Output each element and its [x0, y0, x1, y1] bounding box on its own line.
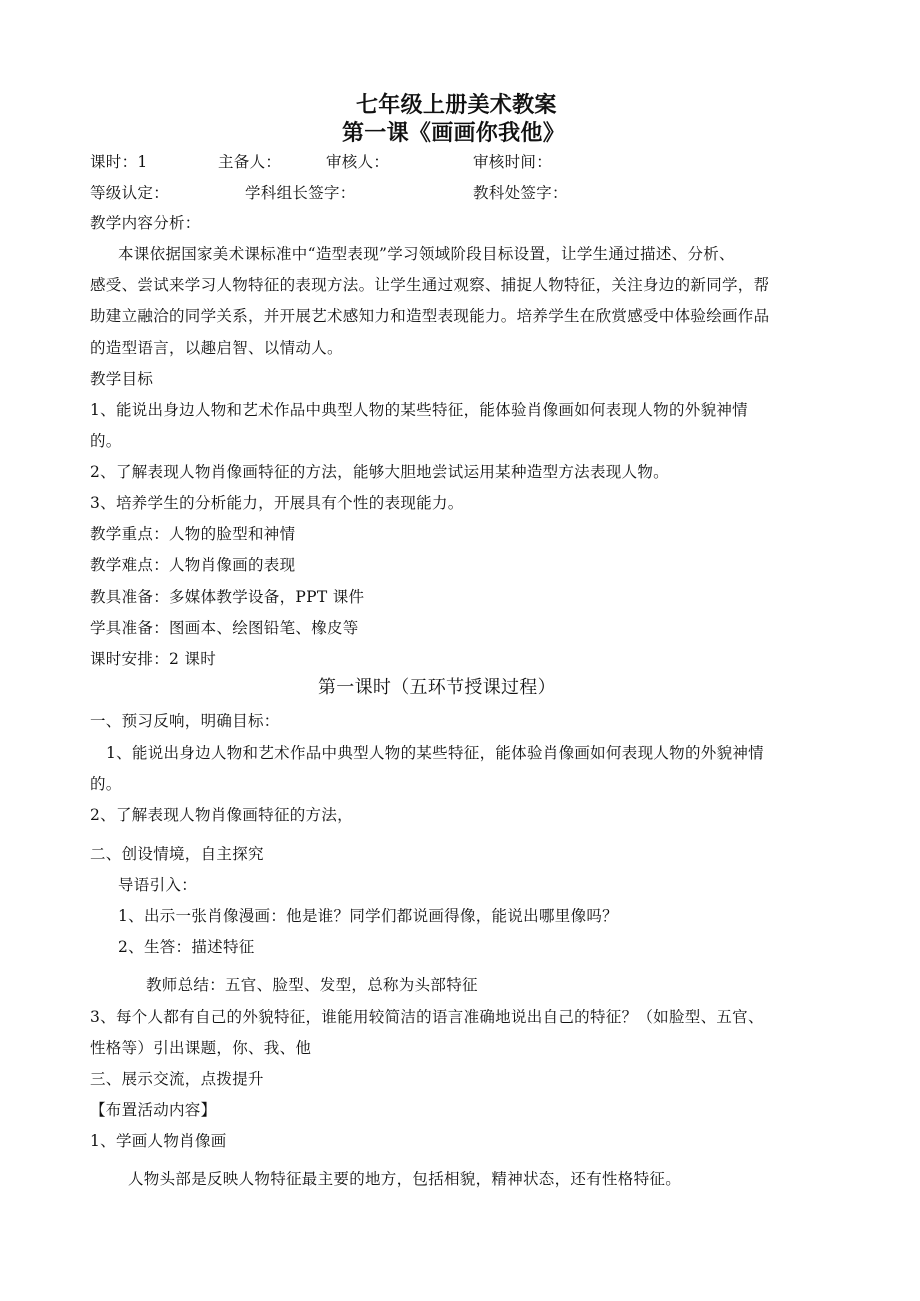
- teaching-tools: 教具准备：多媒体教学设备，PPT 课件: [90, 588, 365, 606]
- process-step-3: 三、展示交流，点拨提升: [90, 1070, 264, 1088]
- lesson-heading: 第一课时（五环节授课过程）: [318, 677, 556, 698]
- document-title: 七年级上册美术教案: [356, 93, 557, 118]
- process-step-1-item-2: 2、了解表现人物肖像画特征的方法，: [90, 806, 353, 824]
- meta-zuzhang: 学科组长签字：: [245, 184, 356, 202]
- analysis-line: 感受、尝试来学习人物特征的表现方法。让学生通过观察、捕捉人物特征，关注身边的新同学，帮: [90, 276, 770, 294]
- difficult-point: 教学难点：人物肖像画的表现: [90, 556, 296, 574]
- process-step-2: 二、创设情境，自主探究: [90, 845, 264, 863]
- schedule: 课时安排：2 课时: [90, 650, 216, 668]
- goal-1-cont: 的。: [90, 432, 122, 450]
- lesson-title: 第一课《画画你我他》: [342, 121, 566, 146]
- process-step-1-item-1: 1、能说出身边人物和艺术作品中典型人物的某些特征，能体验肖像画如何表现人物的外貌神情: [106, 744, 764, 762]
- meta-jiaoke: 教科处签字：: [473, 184, 568, 202]
- process-step-2-item-1: 1、出示一张肖像漫画：他是谁？同学们都说画得像，能说出哪里像吗？: [118, 907, 618, 925]
- process-step-2-item-3-cont: 性格等）引出课题，你、我、他: [90, 1039, 312, 1057]
- meta-dengji: 等级认定：: [90, 184, 170, 202]
- teacher-summary: 教师总结：五官、脸型、发型，总称为头部特征: [146, 976, 478, 994]
- process-step-1-item-1-cont: 的。: [90, 775, 122, 793]
- meta-zhubei: 主备人：: [218, 153, 282, 171]
- activity-heading: 【布置活动内容】: [90, 1101, 217, 1119]
- intro-label: 导语引入：: [118, 876, 198, 894]
- analysis-line: 的造型语言，以趣启智、以情动人。: [90, 339, 343, 357]
- analysis-line: 助建立融洽的同学关系，并开展艺术感知力和造型表现能力。培养学生在欣赏感受中体验绘画作品: [90, 307, 770, 325]
- goal-3: 3、培养学生的分析能力，开展具有个性的表现能力。: [90, 494, 464, 512]
- goal-2: 2、了解表现人物肖像画特征的方法，能够大胆地尝试运用某种造型方法表现人物。: [90, 463, 669, 481]
- activity-item-1-text: 人物头部是反映人物特征最主要的地方，包括相貌，精神状态，还有性格特征。: [128, 1170, 682, 1188]
- goal-1: 1、能说出身边人物和艺术作品中典型人物的某些特征，能体验肖像画如何表现人物的外貌神情: [90, 401, 748, 419]
- meta-shenhe-time: 审核时间：: [473, 153, 553, 171]
- meta-shenhe: 审核人：: [326, 153, 390, 171]
- analysis-line: 本课依据国家美术课标准中“造型表现”学习领域阶段目标设置，让学生通过描述、分析、: [118, 245, 735, 263]
- analysis-heading: 教学内容分析：: [90, 214, 201, 232]
- learning-tools: 学具准备：图画本、绘图铅笔、橡皮等: [90, 619, 359, 637]
- process-step-2-item-3: 3、每个人都有自己的外貌特征，谁能用较简洁的语言准确地说出自己的特征？（如脸型、五官、: [90, 1008, 764, 1026]
- activity-item-1: 1、学画人物肖像画: [90, 1132, 227, 1150]
- goals-heading: 教学目标: [90, 370, 154, 388]
- meta-keshi: 课时：1: [90, 153, 148, 171]
- process-step-2-item-2: 2、生答：描述特征: [118, 938, 255, 956]
- process-step-1: 一、预习反响，明确目标：: [90, 712, 280, 730]
- key-point: 教学重点：人物的脸型和神情: [90, 525, 296, 543]
